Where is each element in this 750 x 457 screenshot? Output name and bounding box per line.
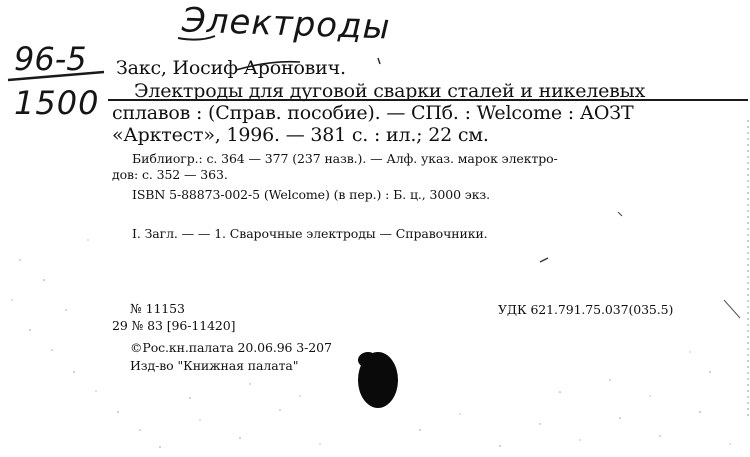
handwritten-shelf-code-bottom: 1500 [14,84,100,122]
publisher-line: Изд-во "Книжная палата" [130,358,299,373]
notes-line-1: Библиогр.: с. 364 — 377 (237 назв.). — Алф. указ. марок электро- [132,151,558,166]
notes-line-2: дов: с. 352 — 363. [112,167,228,182]
copyright-line: ©Рос.кн.палата 20.06.96 3-207 [130,340,332,355]
description-line-2: сплавов : (Справ. пособие). — СПб. : Welcome : АОЗТ [112,102,634,124]
card-number: № 11153 [130,301,185,316]
stray-mark [540,258,548,262]
handwritten-title: Электроды [181,0,392,48]
author-heading: Закс, Иосиф Аронович. [116,57,346,79]
handwritten-shelf-code-top: 96-5 [14,40,87,78]
isbn-line: ISBN 5-88873-002-5 (Welcome) (в пер.) : Б. ц., 3000 экз. [132,187,491,202]
tracing-line: I. Загл. — — 1. Сварочные электроды — Справочники. [132,226,488,241]
description-line-3: «Арктест», 1996. — 381 с. : ил.; 22 см. [112,124,489,146]
ink-blot [358,352,398,408]
registration-number: 29 № 83 [96-11420] [112,318,236,333]
description-line-1: Электроды для дуговой сварки сталей и никелевых [134,80,646,102]
scan-noise [11,239,730,447]
udc-code: УДК 621.791.75.037(035.5) [498,302,674,317]
